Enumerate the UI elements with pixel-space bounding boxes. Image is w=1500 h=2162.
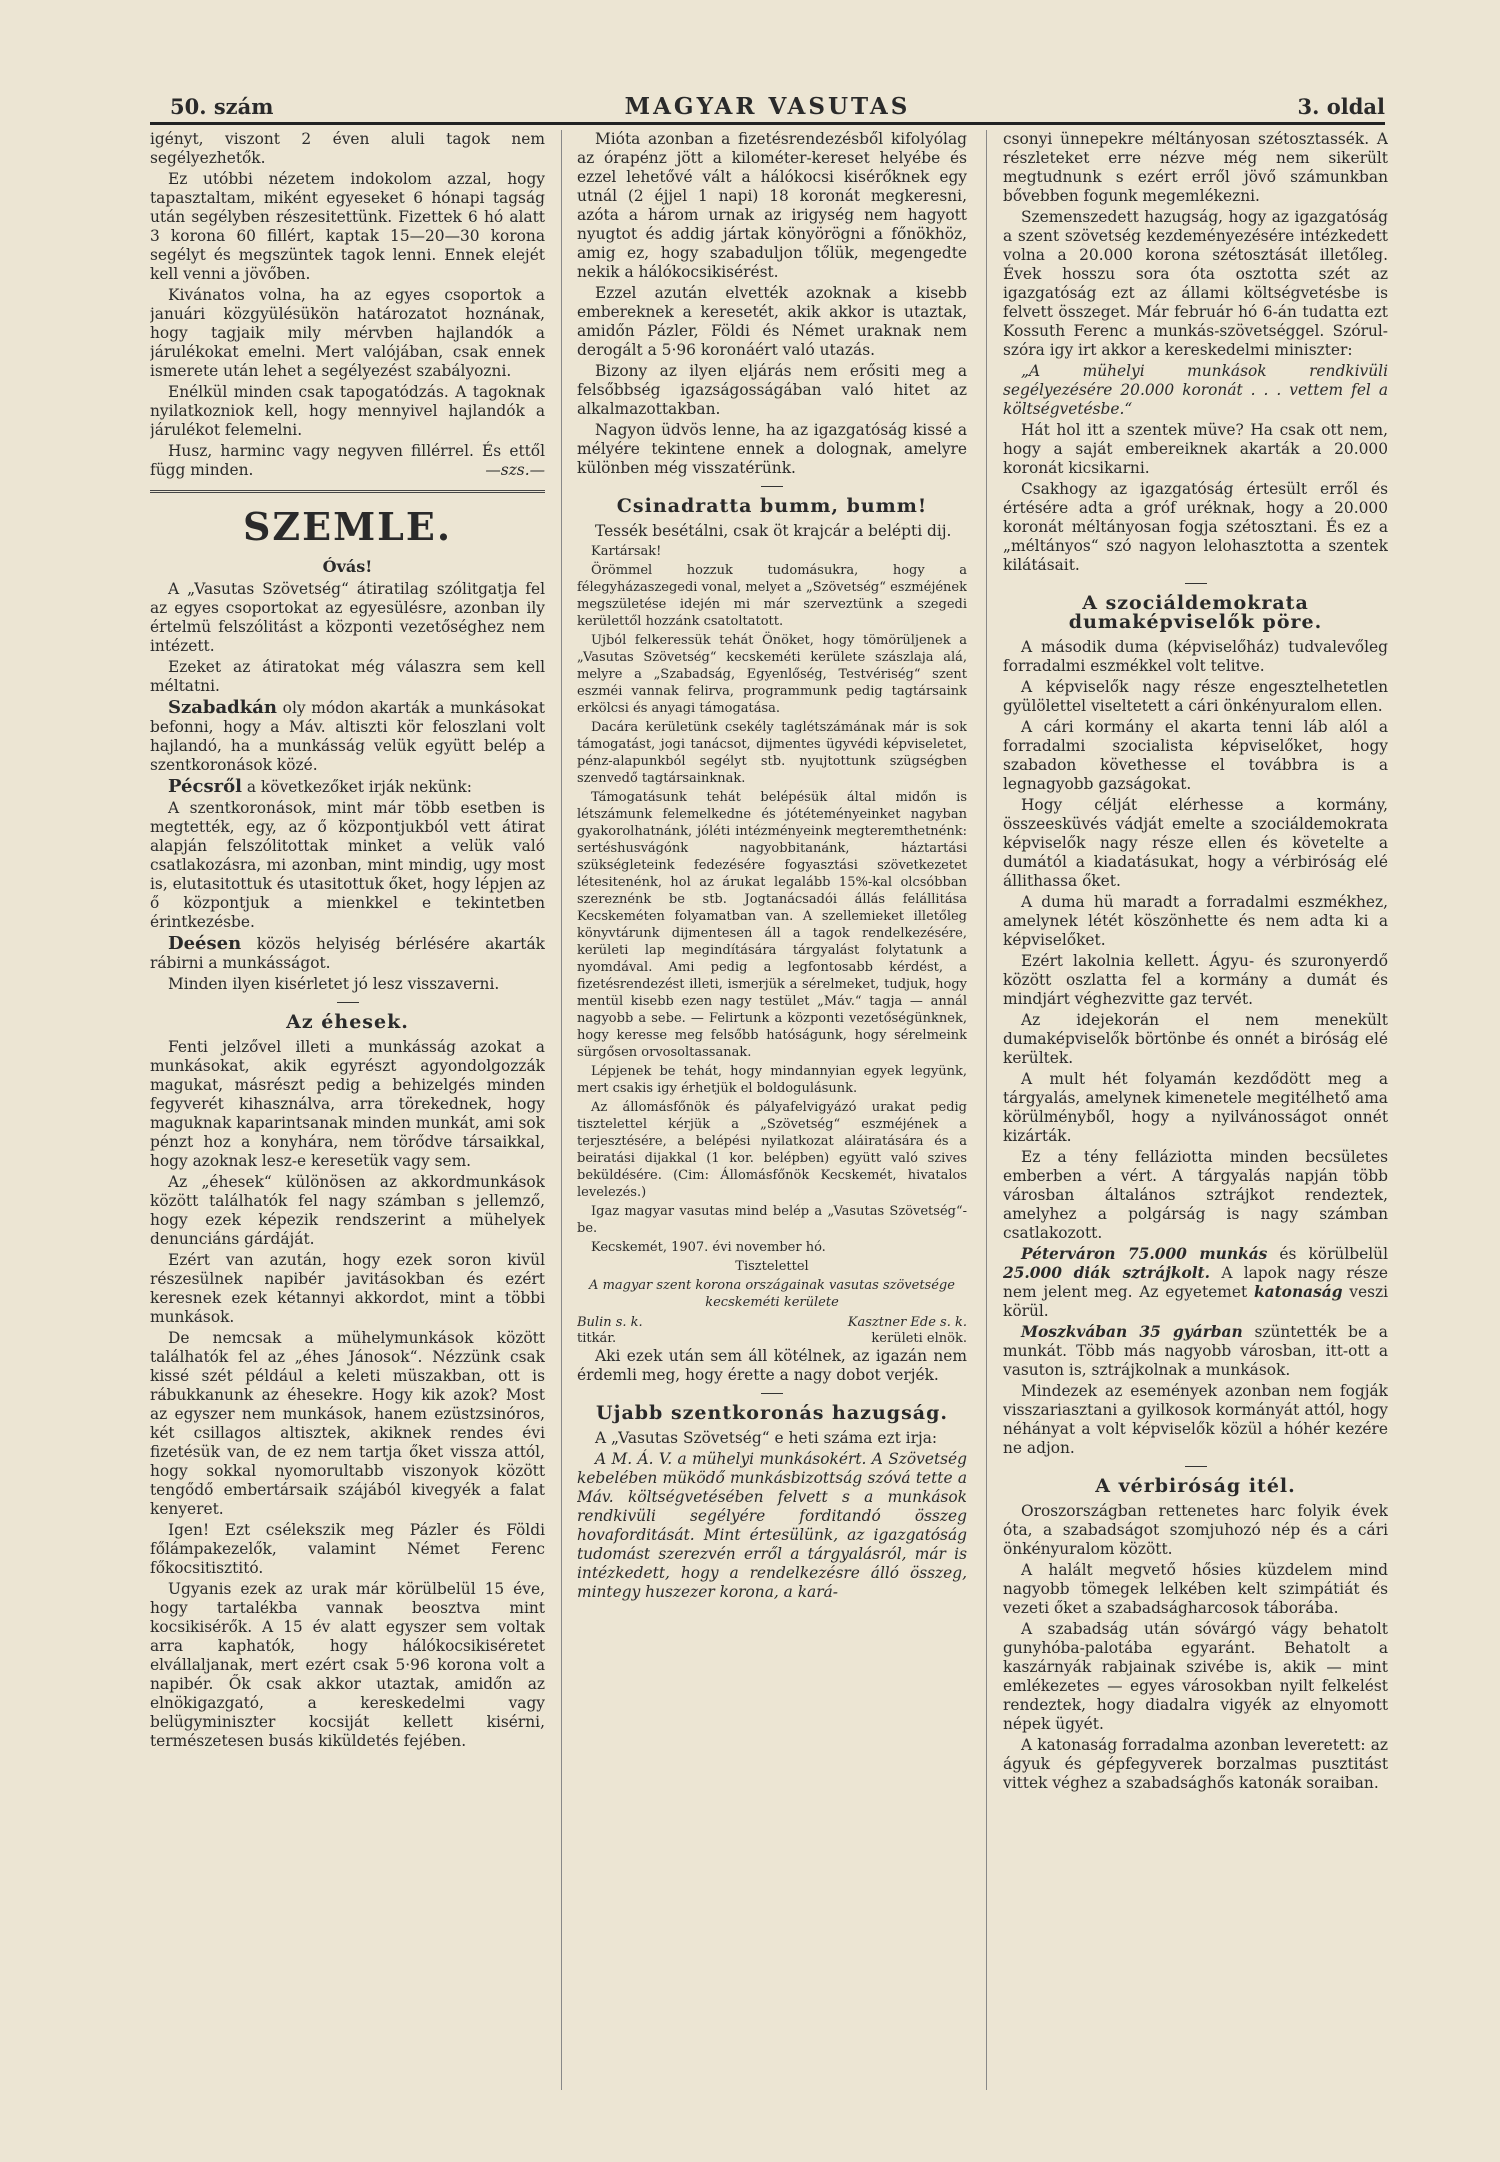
paragraph: A „Vasutas Szövetség“ átiratilag szólitgatja fel az egyes csoportokat az egyesülésre, azonban ily értelmü felszólitást a központi vezetőséghez nem intézett. bbox=[150, 580, 545, 655]
letter-closing: Tisztelettel bbox=[735, 1259, 809, 1274]
page-header bbox=[150, 90, 1385, 122]
separator bbox=[761, 1393, 783, 1394]
quotation: „A mühelyi munkások rendkivüli segélyezésére 20.000 koronát . . . vettem fel a költségvetésbe.“ bbox=[1003, 362, 1388, 418]
letter-date: Kecskemét, 1907. évi november hó. bbox=[591, 1240, 826, 1255]
paragraph: Ezeket az átiratokat még válaszra sem kell méltatni. bbox=[150, 658, 545, 695]
paragraph: Ezzel azután elvették azoknak a kisebb embereknek a keresetét, akik akkor is utaztak, amidőn Pázler, Földi és Német uraknak nem derogált a 5·96 koronáért való utazás. bbox=[577, 284, 967, 359]
lead-word: Szabadkán bbox=[168, 697, 277, 718]
paragraph: Ez a tény felláziotta minden becsületes emberben a vért. A tárgyalás napján több városban általános sztrájkot rendeztek, amelyhez a polgárság is nagy számban csatlakozott. bbox=[1003, 1148, 1388, 1242]
paragraph: A duma hü maradt a forradalmi eszmékhez, amelynek létét köszönhette és nem adta ki a képviselőket. bbox=[1003, 893, 1388, 949]
newspaper-title: MAGYAR VASUTAS bbox=[624, 93, 911, 120]
signer-name: Bulin s. k. bbox=[577, 1315, 643, 1330]
paragraph: Az „éhesek“ különösen az akkordmunkások között találhatók fel nagy számban s jellemző, hogy ezek képezik rendszerint a mühelyek denunciáns gárdáját. bbox=[150, 1173, 545, 1248]
paragraph: Minden ilyen kisérletet jó lesz visszaverni. bbox=[168, 975, 500, 993]
paragraph: Bizony az ilyen eljárás nem erősiti meg a felsőbbség igazságosságában való hitet az alkalmazottakban. bbox=[577, 362, 967, 418]
paragraph: A mult hét folyamán kezdődött meg a tárgyalás, amelynek kimenetele megitélhető ama körülményből, hogy a nyilvánosságot onnét kizárták. bbox=[1003, 1070, 1388, 1145]
article-title-szocialdemokrata: A szociáldemokrata dumaképviselők pöre. bbox=[1068, 592, 1323, 633]
signer-role: kerületi elnök. bbox=[871, 1331, 967, 1346]
paragraph: A második duma (képviselőház) tudvalevőleg forradalmi eszmékkel volt telitve. bbox=[1003, 638, 1388, 675]
letter-organization: A magyar szent korona országainak vasutas szövetsége kecskeméti kerülete bbox=[589, 1278, 955, 1310]
paragraph-text: szüntették be a munkát. Több más nagyobb városban, itt-ott a vasuton is, sztrájkolnak a munkások. bbox=[1003, 1323, 1388, 1379]
paragraph-text: közös helyiség bérlésére akarták rábirni a munkásságot. bbox=[150, 935, 545, 972]
paragraph: Oroszországban rettenetes harc folyik évek óta, a szabadságot szomjuhozó nép és a cári önkényuralom között. bbox=[1003, 1502, 1388, 1558]
paragraph: Ugyanis ezek az urak már körülbelül 15 éve, hogy tartalékba vannak beosztva mint kocsikisérők. A 15 év alatt egyszer sem voltak arra kaphatók, hogy hálókocsikiséretet elvállaljanak, mert ezért csak 5·96 korona volt a napibér. Ők csak akkor utaztak, amidőn az elnökigazgató, a kereskedelmi vagy belügyminiszter kocsiját kellett kisérni, természetesen busás kiküldetés fejében. bbox=[150, 1580, 545, 1750]
paragraph: Fenti jelzővel illeti a munkásság azokat a munkásokat, akik egyrészt agyondolgozzák magukat, másrészt pedig a behizelgés minden fegyverét kihasználva, arra törekednek, hogy maguknak kaparintsanak minden munkát, ami sok pénzt hoz a konyhára, nem törődve társaikkal, hogy azoknak lesz-e keresetük vagy sem. bbox=[150, 1038, 545, 1170]
paragraph-text: veszi körül. bbox=[1003, 1283, 1388, 1320]
paragraph: A képviselők nagy része engesztelhetetlen gyülölettel viseltetett a cári önkényuralom ellen. bbox=[1003, 678, 1388, 715]
column-divider bbox=[986, 130, 987, 2090]
separator bbox=[1185, 583, 1207, 584]
article-title-ujabb: Ujabb szentkoronás hazugság. bbox=[596, 1402, 948, 1424]
emphasis: katonaság bbox=[1253, 1283, 1343, 1301]
signature-secretary bbox=[577, 1315, 764, 1347]
paragraph: Csakhogy az igazgatóság értesült erről és értésére adta a gróf uréknak, hogy a 20.000 koronát méltányosan fogja szétosztani. És ez a „méltányos“ szó nagyon lelohasztotta a szentek kilátásait. bbox=[1003, 480, 1388, 574]
paragraph: Aki ezek után sem áll kötélnek, az igazán nem érdemli meg, hogy érette a nagy dobot verjék. bbox=[577, 1347, 967, 1384]
paragraph bbox=[150, 934, 545, 973]
letter-paragraph: Ujból felkeressük tehát Önöket, hogy tömörüljenek a „Vasutas Szövetség“ kecskeméti kerülete szászlaja alá, melyre a „Szabadság, Egyenlőség, Testvériség“ szent eszméi vannak felirva, programmunk pedig tagtársaink erkölcsi és anyagi támogatása. bbox=[577, 633, 967, 716]
article-title-ehesek: Az éhesek. bbox=[286, 1011, 409, 1033]
signer-role: titkár. bbox=[577, 1331, 617, 1346]
paragraph bbox=[150, 698, 545, 775]
emphasis: Péterváron 75.000 munkás bbox=[1021, 1245, 1268, 1263]
paragraph-text: oly módon akarták a munkásokat befonni, hogy a Máv. altiszti kör feloszlani volt hajlandó, ha a munkásság velük együtt belép a szentkoronások közé. bbox=[150, 699, 545, 774]
paragraph: Ezért van azután, hogy ezek soron kivül részesülnek napibér javitásokban és ezért keresnek ezek kétannyi akkordot, mint a többi munkások. bbox=[150, 1251, 545, 1326]
paragraph: A halált megvető hősies küzdelem mind nagyobb tömegek lelkében kelt szimpátiát és vezeti őket a szabadságharcosok táborába. bbox=[1003, 1561, 1388, 1617]
paragraph bbox=[1003, 1323, 1388, 1380]
letter-block bbox=[577, 543, 967, 1347]
paragraph: A szentkoronások, mint már több esetben is megtették, egy, az ő központjukból vett átirat alapján felszólitottak minket a velük való csatlakozásra, mi azonban, mint mindig, ugy most is, elutasitottuk és utasitottuk őket, hogy lépjen az ő központjuk a mienkkel e tekintetben érintkezésbe. bbox=[150, 799, 545, 931]
paragraph-text: Husz, harminc vagy negyven fillérrel. És ettől függ minden. bbox=[150, 442, 545, 479]
article-title-csinadratta: Csinadratta bumm, bumm! bbox=[616, 495, 928, 517]
section-title-szemle: SZEMLE. bbox=[242, 504, 453, 549]
paragraph-text: a következőket irják nekünk: bbox=[246, 778, 472, 796]
paragraph: De nemcsak a mühelymunkások között találhatók fel az „éhes Jánosok“. Nézzünk csak kissé szét például a keleti müszakban, ott is rábukkanunk az éhesekre. Hogy kik azok? Most az egyszer nem munkások, hanem ezüstzsinóros, két csillagos altisztek, akiknek rendes évi fizetésük van, de ez nem tartja őket vissza attól, hogy sokkal nyomorultabb viszonyok között tengődő embertársaik szájából kivegyék a falat kenyeret. bbox=[150, 1329, 545, 1518]
column-1 bbox=[150, 130, 545, 2130]
issue-number: 50. szám bbox=[170, 94, 274, 119]
paragraph: A cári kormány el akarta tenni láb alól a forradalmi szocialista képviselőket, hogy szabadon követhesse el továbbra is a legnagyobb gazságokat. bbox=[1003, 718, 1388, 793]
article-title-verbirosag: A vérbiróság itél. bbox=[1095, 1475, 1296, 1497]
lead-word: Deésen bbox=[168, 933, 242, 954]
paragraph bbox=[150, 442, 545, 480]
paragraph: Szemenszedett hazugság, hogy az igazgatóság a szent szövetség kezdeményezésére intézkedett volna a 20.000 korona szétosztását illetőleg. Évek hosszu sora óta osztotta szét az igazgatóság ezt az állami költségvetésbe is felvett összeget. Már február hó 6-án tudatta ezt Kossuth Ferenc a munkás-szövetséggel. Szórul-szóra igy irt akkor a kereskedelmi miniszter: bbox=[1003, 208, 1388, 359]
separator bbox=[761, 486, 783, 487]
paragraph: Enélkül minden csak tapogatódzás. A tagoknak nyilatkozniok kell, hogy mennyivel hajlandók a járulékot felemelni. bbox=[150, 383, 545, 439]
signature-president bbox=[780, 1315, 967, 1347]
paragraph: Hogy célját elérhesse a kormány, összeesküvés vádját emelte a szociáldemokrata képviselők nagy része ellen és követelte a dumától a kiadatásukat, hogy a vérbiróság elé állithassa őket. bbox=[1003, 796, 1388, 890]
emphasis: Moszkvában 35 gyárban bbox=[1021, 1323, 1243, 1341]
paragraph: A M. Á. V. a mühelyi munkásokért. A Szövetség kebelében müködő munkásbizottság szóvá tette a Máv. költségvetésében felvett s a munkások rendkivüli segélyére forditandó összeg hovaforditását. Mint értesülünk, az igazgatóság tudomást szerezvén erről a tárgyalásról, már is intézkedett, hogy a rendelkezésre álló összeg, mintegy huszezer korona, a kará- bbox=[577, 1450, 967, 1601]
paragraph: Hát hol itt a szentek müve? Ha csak ott nem, hogy a saját embereiknek akarták a 20.000 koronát kicsikarni. bbox=[1003, 421, 1388, 477]
letter-paragraph: Támogatásunk tehát belépésük által midőn is létszámunk felemelkedne és jótéteményeinket nagyban gyakorolhatnánk, jóléti intézményeink megteremthetnénk: sertéshusvágónk nagyobbitanánk, háztartási szükségleteink fedezésére fogyasztási szövetkezetet létesitenénk, hol az árukat legalább 15%-kal olcsóbban szereznénk be stb. Jogtanácsadói állás felállitása Kecskeméten folyamatban van. A szellemieket illetőleg könyvtárunk dijmentesen áll a tagok rendelkezésére, kerületi lap megindítására tárgyalást folytatunk a nyomdával. Ami pedig a legfontosabb kérdést, a fizetésrendezést illeti, ismerjük a sérelmeket, tudjuk, hogy mentül kisebb ezen nagy testület „Máv.“ tagja — annál nagyobb a sebe. — Felirtunk a központi vezetőségünknek, hogy keresse meg felsőbb hatóságunk, hogy sérelmeink sürgősen orvosoltassanak. bbox=[577, 790, 967, 1060]
letter-paragraph: Az állomásfőnök és pályafelvigyázó urakat pedig tisztelettel kérjük a „Szövetség“ eszméjének a terjesztésére, a belépési nyilatkozat aláiratására és a beiratási dijakkal (1 kor. belépben) együtt való szives beküldésére. (Cim: Állomásfőnök Kecskemét, hivatalos levelezés.) bbox=[577, 1100, 967, 1200]
paragraph: igényt, viszont 2 éven aluli tagok nem segélyezhetők. bbox=[150, 130, 545, 167]
paragraph: A szabadság után sóvárgó vágy behatolt gunyhóba-palotába egyaránt. Behatolt a kaszárnyák rabjainak szivébe is, akik — mint emlékezetes — egyes városokban nyilt felkelést rendeztek, hogy diadalra vigyék az elnyomott népek ügyét. bbox=[1003, 1620, 1388, 1733]
lead-word: Pécsről bbox=[168, 776, 242, 797]
paragraph: Nagyon üdvös lenne, ha az igazgatóság kissé a mélyére tekintene ennek a dolognak, amelyre különben még visszatérünk. bbox=[577, 421, 967, 477]
paragraph-text: és körülbelül bbox=[1279, 1245, 1388, 1263]
separator bbox=[1185, 1466, 1207, 1467]
column-2 bbox=[577, 130, 967, 2130]
paragraph: Tessék besétálni, csak öt krajcár a belépti dij. bbox=[595, 522, 952, 540]
paragraph: Igen! Ezt csélekszik meg Pázler és Földi főlámpakezelők, valamint Német Ferenc főkocsitisztitó. bbox=[150, 1521, 545, 1577]
article-title-ovas: Óvás! bbox=[322, 557, 373, 576]
header-rule bbox=[150, 122, 1385, 125]
column-divider bbox=[561, 130, 562, 2090]
paragraph: Az idejekorán el nem menekült dumaképviselők börtönbe és onnét a biróság elé kerültek. bbox=[1003, 1011, 1388, 1067]
paragraph: A katonaság forradalma azonban leveretett: az ágyuk és gépfegyverek borzalmas pusztitást vittek véghez a szabadsághős katonák soraiban. bbox=[1003, 1736, 1388, 1792]
paragraph bbox=[1003, 1245, 1388, 1321]
signatures bbox=[577, 1315, 967, 1347]
paragraph-text: A lapok nagy része nem jelent meg. Az egyetemet bbox=[1003, 1264, 1388, 1301]
paragraph: Mindezek az események azonban nem fogják visszariasztani a gyilkosok kormányát attól, hogy néhányat a volt képviselők közül a hóhér kezére ne adjon. bbox=[1003, 1382, 1388, 1457]
signer-name: Kasztner Ede s. k. bbox=[847, 1315, 967, 1330]
letter-paragraph: Igaz magyar vasutas mind belép a „Vasutas Szövetség“-be. bbox=[577, 1204, 967, 1236]
column-3 bbox=[1003, 130, 1388, 2130]
letter-paragraph: Örömmel hozzuk tudomásukra, hogy a félegyházaszegedi vonal, melyet a „Szövetség“ eszméjének megszületése idején mi már szerveztünk a szegedi kerülettől hozzánk csatoltatott. bbox=[577, 563, 967, 629]
letter-salutation: Kartársak! bbox=[591, 544, 662, 559]
emphasis: 25.000 diák sztrájkolt. bbox=[1003, 1264, 1211, 1282]
author-signature: —szs.— bbox=[485, 461, 545, 479]
paragraph: csonyi ünnepekre méltányosan szétosztassék. A részleteket erre nézve még nem sikerült megtudnunk s ezért erről jövő számunkban bővebben fogunk megemlékezni. bbox=[1003, 130, 1388, 205]
paragraph: Ez utóbbi nézetem indokolom azzal, hogy tapasztaltam, miként egyeseket 6 hónapi tagság után segélyben részesitettünk. Fizettek 6 hó alatt 3 korona 60 fillért, kaptak 15—20—30 korona segélyt és megszüntek tagok lenni. Ennek elejét kell venni a jövőben. bbox=[150, 170, 545, 283]
letter-paragraph: Lépjenek be tehát, hogy mindannyian egyek legyünk, mert csakis igy érhetjük el boldogulásunk. bbox=[577, 1064, 967, 1096]
separator bbox=[337, 1002, 359, 1003]
letter-paragraph: Dacára kerületünk csekély taglétszámának már is sok támogatást, jogi tanácsot, dijmentes ügyvédi képviseletet, pénz-alapunkból segélyt stb. nyujtottunk szügségben szenvedő tagtársainknak. bbox=[577, 720, 967, 786]
paragraph: Ezért lakolnia kellett. Ágyu- és szuronyerdő között oszlatta fel a kormány a dumát és mindjárt véghezvitte gaz tervét. bbox=[1003, 952, 1388, 1008]
section-divider bbox=[150, 490, 545, 493]
paragraph: A „Vasutas Szövetség“ e heti száma ezt irja: bbox=[595, 1429, 938, 1447]
paragraph: Kivánatos volna, ha az egyes csoportok a januári közgyülésükön határozatot hoznának, hogy tagjaik mily mérvben hajlandók a járulékokat emelni. Mert valójában, csak ennek ismerete után lehet a segélyezést szabályozni. bbox=[150, 286, 545, 380]
paragraph bbox=[150, 777, 545, 797]
paragraph: Mióta azonban a fizetésrendezésből kifolyólag az órapénz jött a kilométer-kereset helyébe és ezzel lehetővé vált a hálókocsi kisérőknek egy utnál (2 éjjel 1 napi) 18 koronát megkeresni, azóta a három urnak az irigység nem hagyott nyugtot és addig jártak könyörögni a főnökhöz, amig ez, hogy szabaduljon tőlük, megengedte nekik a hálókocsikisérést. bbox=[577, 130, 967, 281]
page-number: 3. oldal bbox=[1297, 94, 1385, 119]
